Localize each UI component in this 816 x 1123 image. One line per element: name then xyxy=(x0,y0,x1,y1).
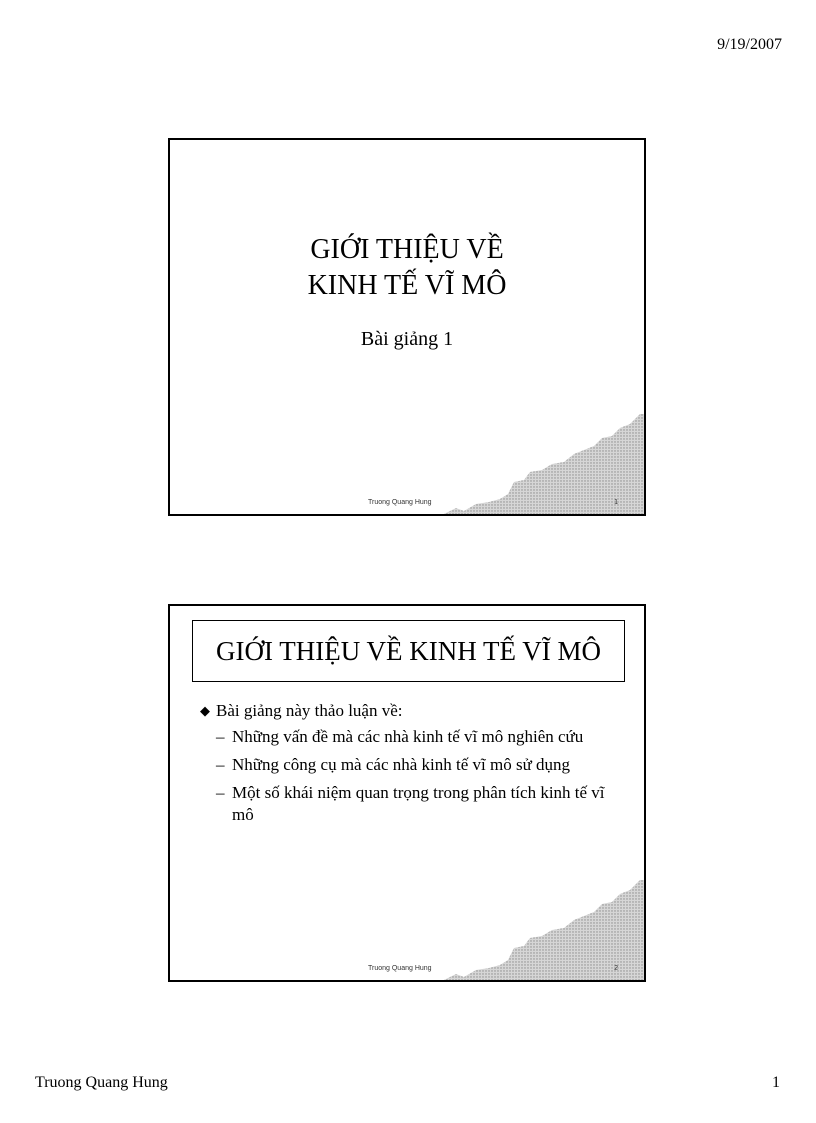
sub-item xyxy=(216,754,624,776)
sub-item-text: Những công cụ mà các nhà kinh tế vĩ mô sử dụng xyxy=(232,755,571,774)
slide-footer-author: Truong Quang Hung xyxy=(368,965,432,972)
title-line-1: GIỚI THIỆU VỀ xyxy=(310,234,504,265)
bullet-item xyxy=(200,700,624,722)
slide-2 xyxy=(168,604,646,982)
sub-item-text: Một số khái niệm quan trọng trong phân tích kinh tế vĩ mô xyxy=(232,783,605,824)
mountain-decoration xyxy=(404,880,644,980)
bullet-text: Bài giảng này thảo luận về: xyxy=(216,701,403,720)
slide-title: GIỚI THIỆU VỀ KINH TẾ VĨ MÔ xyxy=(216,635,601,666)
sub-item xyxy=(216,726,624,748)
slide-number: 1 xyxy=(614,499,618,506)
sub-item xyxy=(216,782,624,826)
title-line-2: KINH TẾ VĨ MÔ xyxy=(307,270,507,301)
slide-1 xyxy=(168,138,646,516)
sub-list xyxy=(216,726,624,826)
slide-subtitle: Bài giảng 1 xyxy=(360,328,454,350)
slide-title xyxy=(170,232,644,304)
dash-marker: – xyxy=(216,755,225,774)
slide-number: 2 xyxy=(614,965,618,972)
slide-footer-author: Truong Quang Hung xyxy=(368,499,432,506)
dash-marker: – xyxy=(216,727,225,746)
slide-title-box xyxy=(192,620,625,682)
slide-body xyxy=(200,700,624,832)
page-number: 1 xyxy=(772,1074,780,1091)
page-date: 9/19/2007 xyxy=(717,36,782,53)
page-footer-author: Truong Quang Hung xyxy=(35,1074,168,1091)
diamond-icon: ◆ xyxy=(200,703,210,718)
dash-marker: – xyxy=(216,783,225,802)
sub-item-text: Những vấn đề mà các nhà kinh tế vĩ mô nghiên cứu xyxy=(232,727,584,746)
mountain-decoration xyxy=(404,414,644,514)
